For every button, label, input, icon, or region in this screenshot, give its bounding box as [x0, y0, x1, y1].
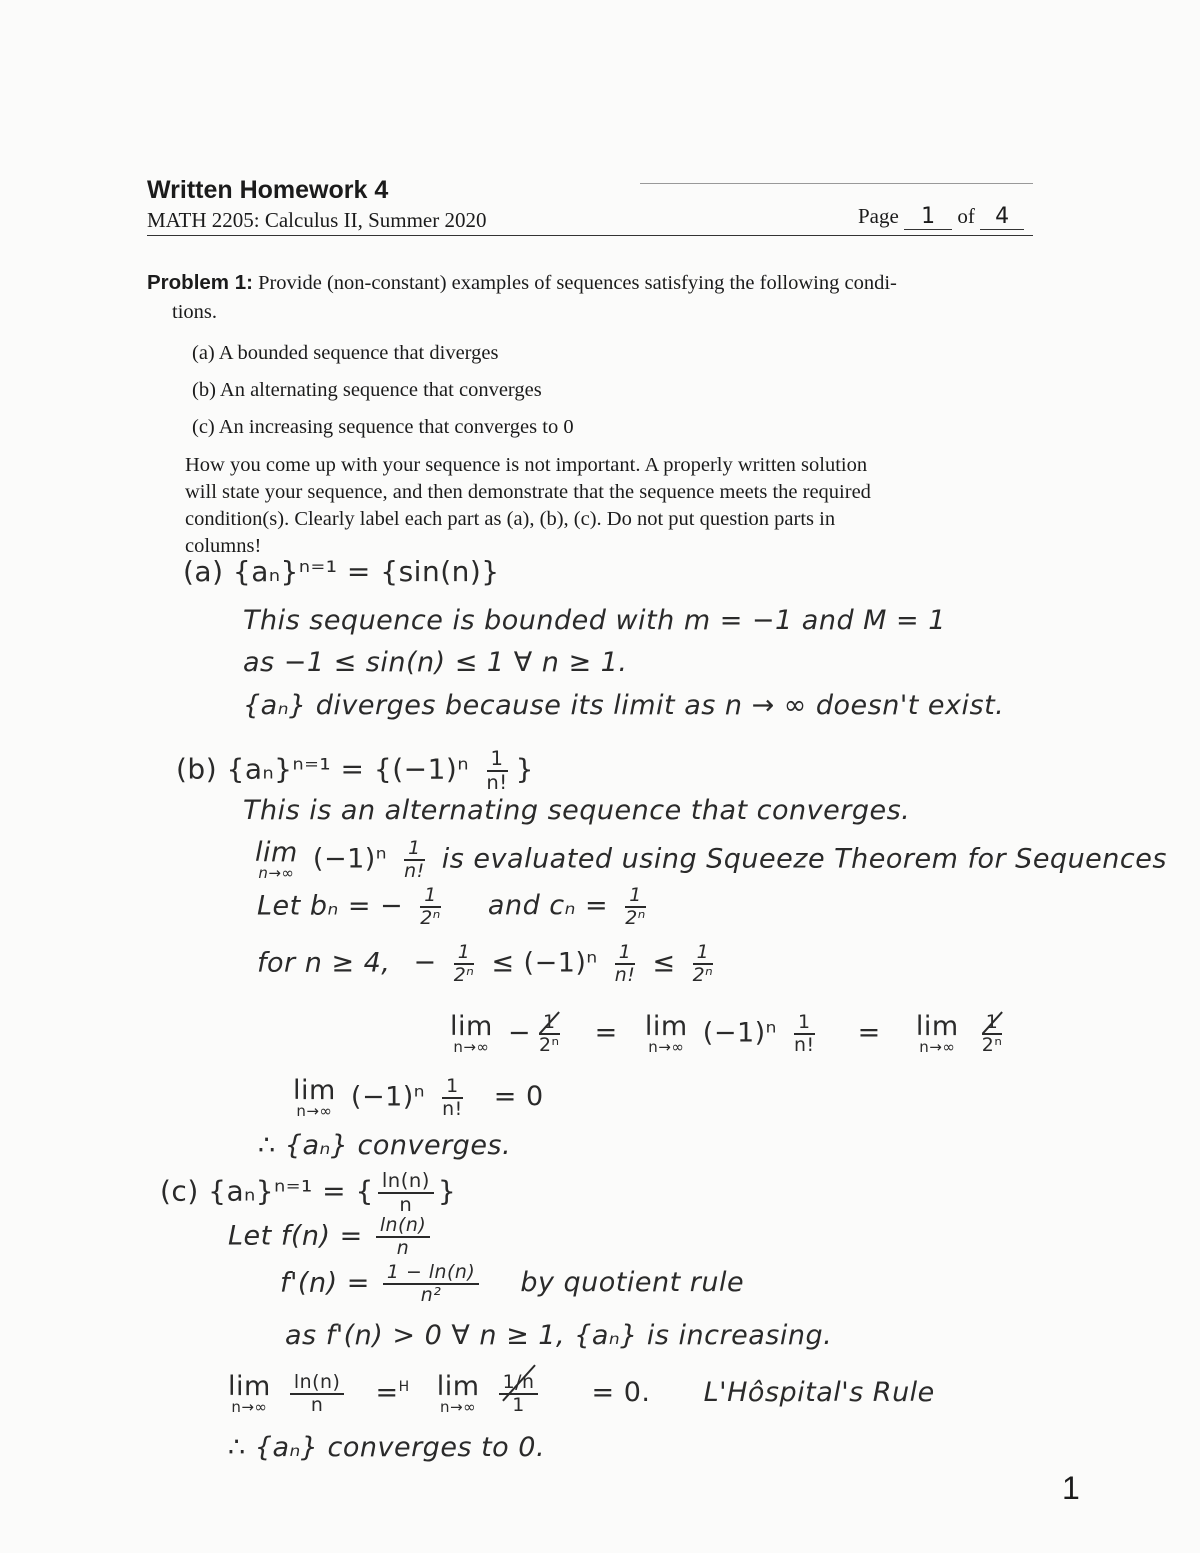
header-rule	[147, 235, 1033, 236]
result-text: = 0	[493, 1081, 544, 1113]
answer-c-def: (c) {aₙ}ⁿ⁼¹ = { $\frac{\ln(n)}{n}$ }	[160, 1169, 457, 1216]
and-text: and cₙ =	[487, 890, 609, 922]
page-label: Page	[858, 204, 899, 228]
fraction: $\frac{1}{\text{2ⁿ}}$	[625, 884, 646, 929]
limit: lim n→∞	[436, 1370, 480, 1416]
answer-a-def: (a) {aₙ}ⁿ⁼¹ = {sin(n)}	[183, 555, 500, 588]
limit	[255, 836, 298, 882]
course-name: MATH 2205: Calculus II, Summer 2020	[147, 208, 487, 232]
limit: lim n→∞	[450, 1010, 493, 1056]
instructions-line: How you come up with your sequence is not important. A properly written solution	[185, 454, 868, 476]
answer-b-let	[257, 885, 654, 929]
answer-b-conclusion: ∴ {aₙ} converges.	[258, 1130, 512, 1161]
lim-sub: n→∞	[258, 863, 295, 882]
header-top-rule	[640, 183, 1033, 184]
problem-prompt-cont: tions.	[172, 301, 217, 323]
part-b: (b) An alternating sequence that converges	[192, 379, 542, 401]
answer-b-line2: lim n→∞ (−1)ⁿ $\frac{1}{n!}$ is evaluated using Squeeze Theorem for Sequences	[255, 836, 1167, 882]
answer-b-squeeze: lim n→∞ − $\frac{1}{\text{2ⁿ}}$ = lim n→∞ (−1)ⁿ $\frac{1}{n!}$ = lim n→∞ $\frac{1}{\text{2ⁿ}}$	[450, 1012, 1010, 1056]
deriv-num: 1 − ln(n)	[383, 1262, 479, 1285]
let-text: Let bₙ = −	[257, 890, 404, 922]
part-a: (a) A bounded sequence that diverges	[192, 342, 499, 364]
answer-a-line2: as −1 ≤ sin(n) ≤ 1 ∀ n ≥ 1.	[243, 647, 628, 678]
problem-prompt: Provide (non-constant) examples of sequences satisfying the following condi-	[258, 272, 897, 294]
fraction: $\frac{1}{\text{2ⁿ}}$	[692, 941, 714, 986]
answer-c-def-text: (c) {aₙ}ⁿ⁼¹ =	[160, 1174, 347, 1208]
instructions	[147, 452, 1037, 560]
deriv-note: by quotient rule	[520, 1267, 745, 1299]
fraction: $\frac{1}{n!}$	[794, 1011, 815, 1056]
fraction: $\frac{1}{n!}$	[442, 1075, 463, 1120]
fraction: $\frac{1}{\text{2ⁿ}}$	[453, 941, 475, 986]
fraction: $\frac{1/n}{1}$	[499, 1372, 539, 1416]
answer-c-deriv	[280, 1262, 744, 1306]
lim-text: lim	[255, 836, 298, 868]
answer-b-result: lim n→∞ (−1)ⁿ $\frac{1}{n!}$ = 0	[293, 1074, 544, 1120]
fraction: $\frac{1}{n!}$	[404, 837, 425, 882]
problem-label: Problem 1:	[147, 271, 253, 294]
fraction: $\frac{1}{n!}$	[614, 941, 636, 986]
answer-a-line3: {aₙ} diverges because its limit as n → ∞ doesn't exist.	[243, 690, 1005, 721]
page-total: 4	[980, 204, 1024, 230]
deriv-den: n²	[420, 1283, 442, 1306]
fraction: $\frac{\ln(n)}{n}$	[378, 1170, 434, 1215]
page-num: 1	[904, 204, 952, 230]
instructions-line: will state your sequence, and then demonstrate that the sequence meets the required	[185, 481, 871, 503]
fraction: $\frac{\ln(n)}{n}$	[376, 1215, 430, 1259]
of-label: of	[957, 204, 975, 228]
lhop-text: L'Hôspital's Rule	[703, 1377, 935, 1409]
instructions-line: condition(s). Clearly label each part as (a), (b), (c). Do not put question parts in	[185, 508, 836, 530]
fraction: $\frac{1}{\text{2ⁿ}}$	[981, 1011, 1003, 1056]
answer-c-lhop: lim n→∞ $\frac{\ln(n)}{n}$ =$^H$ lim n→∞ $\frac{1/n}{1}$ = 0. L'Hôspital's Rule	[228, 1370, 935, 1416]
answer-a-line1: This sequence is bounded with m = −1 and M = 1	[243, 605, 946, 636]
fraction: $\frac{1}{\text{2ⁿ}}$	[539, 1011, 560, 1056]
page-indicator	[858, 204, 1024, 230]
answer-b-line1: This is an alternating sequence that converges.	[243, 795, 911, 826]
limit: lim n→∞	[644, 1010, 688, 1056]
instructions-line: columns!	[185, 535, 262, 557]
fraction: $\frac{1}{n!}$	[486, 747, 508, 794]
for-text: for n ≥ 4,	[257, 947, 391, 979]
let-text: Let f(n) =	[228, 1220, 363, 1252]
limit: lim n→∞	[915, 1010, 959, 1056]
header-title: Written Homework 4	[147, 176, 389, 204]
problem-statement	[147, 268, 1037, 560]
answer-b-line2-text: is evaluated using Squeeze Theorem for Sequences	[441, 843, 1167, 875]
answer-c-let	[228, 1215, 434, 1259]
fraction	[383, 1262, 479, 1306]
fraction: $\frac{\ln(n)}{n}$	[290, 1372, 344, 1416]
answer-b-ineq: for n ≥ 4, − $\frac{1}{\text{2ⁿ}}$ ≤ (−1)ⁿ $\frac{1}{n!}$ ≤ $\frac{1}{\text{2ⁿ}}$	[257, 942, 721, 986]
answer-c-incr: as f'(n) > 0 ∀ n ≥ 1, {aₙ} is increasing.	[285, 1320, 833, 1351]
answer-c-conclusion: ∴ {aₙ} converges to 0.	[228, 1432, 546, 1463]
answer-b-def-text: (b) {aₙ}ⁿ⁼¹ = {(−1)ⁿ	[176, 752, 469, 786]
footer-page-number: 1	[1062, 1470, 1080, 1506]
limit: lim n→∞	[293, 1074, 336, 1120]
part-c: (c) An increasing sequence that converges to 0	[192, 416, 574, 438]
fraction: $\frac{1}{\text{2ⁿ}}$	[420, 884, 441, 929]
limit: lim n→∞	[228, 1370, 271, 1416]
deriv-label: f'(n) =	[280, 1267, 370, 1299]
answer-b-def: (b) {aₙ}ⁿ⁼¹ = {(−1)ⁿ $\frac{1}{n!}$ }	[176, 747, 534, 794]
